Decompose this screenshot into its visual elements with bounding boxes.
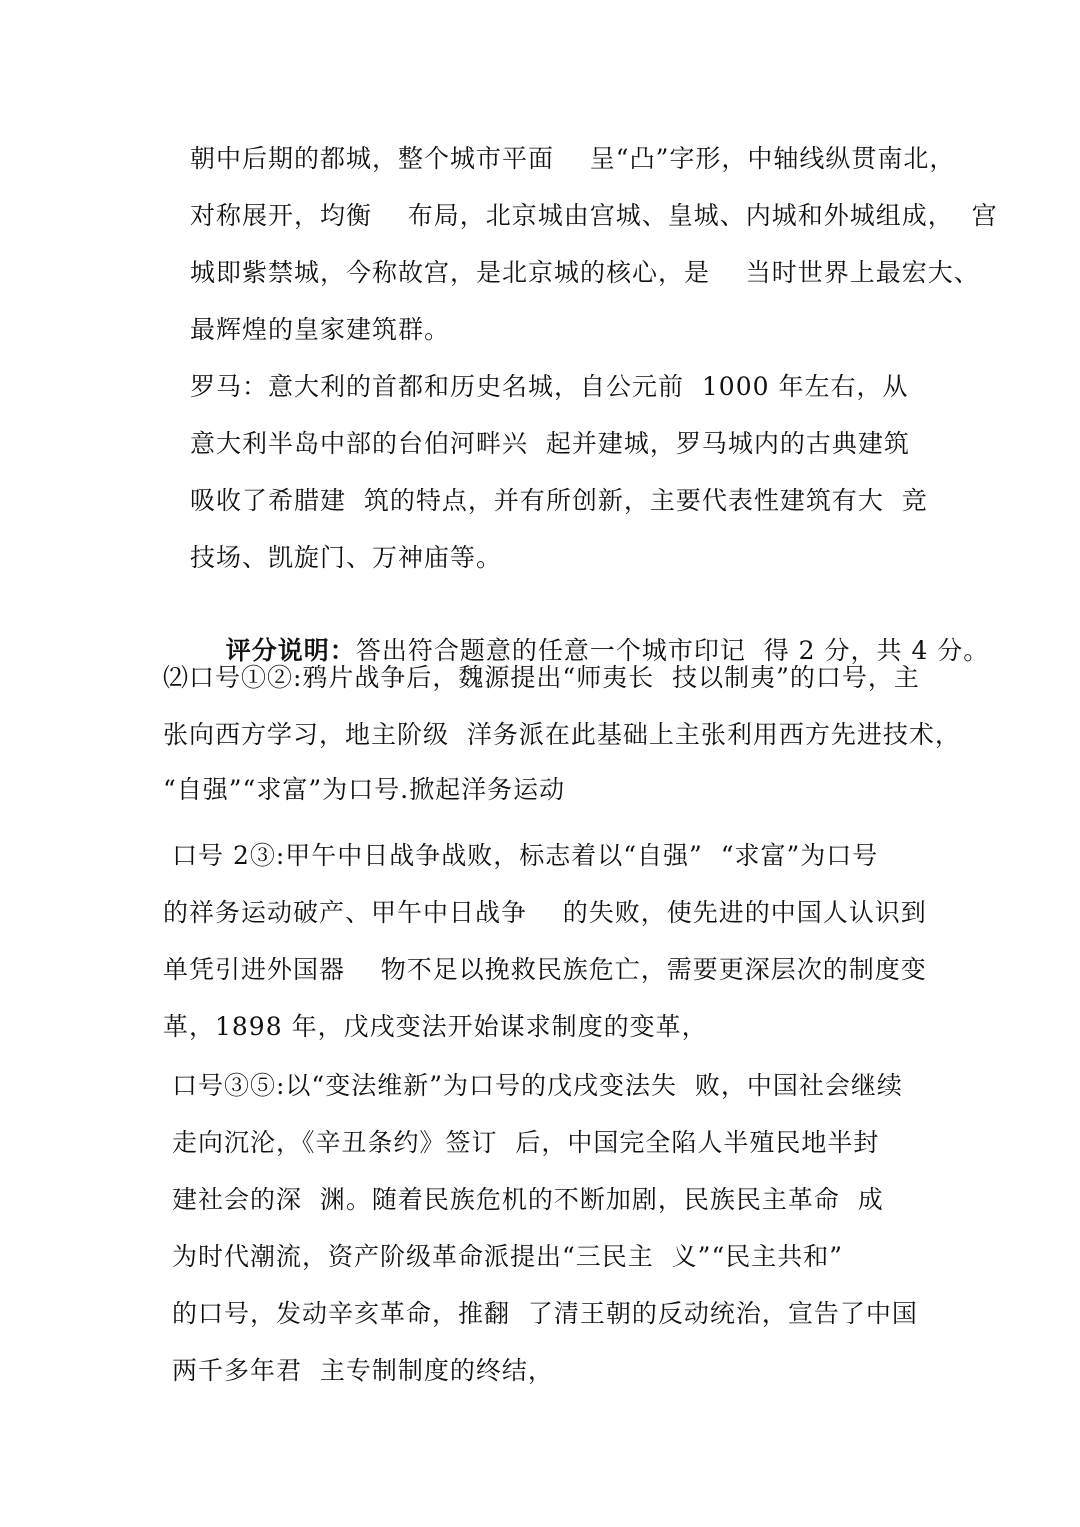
paragraph-line: 技场、凯旋门、万神庙等。 — [190, 543, 503, 572]
paragraph-line: ⑵口号①②:鸦片战争后，魏源提出“师夷长 技以制夷”的口号，主 — [163, 663, 920, 692]
paragraph-line: “自强”“求富”为口号.掀起洋务运动 — [163, 775, 566, 804]
paragraph-line: 罗马：意大利的首都和历史名城，自公元前 1000 年左右，从 — [190, 372, 909, 401]
paragraph-line: 对称展开，均衡 布局，北京城由宫城、皇城、内城和外城组成， 宫 — [190, 201, 998, 230]
paragraph-line: 的口号，发动辛亥革命，推翻 了清王朝的反动统治，宣告了中国 — [172, 1299, 918, 1328]
paragraph-line: 单凭引进外国器 物不足以挽救民族危亡，需要更深层次的制度变 — [163, 955, 927, 984]
scoring-text: 答出符合题意的任意一个城市印记 得 2 分，共 4 分。 — [355, 636, 990, 665]
scoring-label: 评分说明： — [225, 636, 356, 665]
paragraph-line: 口号③⑤:以“变法维新”为口号的戊戌变法失 败，中国社会继续 — [172, 1071, 903, 1100]
paragraph-line: 吸收了希腊建 筑的特点，并有所创新，主要代表性建筑有大 竞 — [190, 486, 928, 515]
paragraph-line: 走向沉沦，《辛丑条约》签订 后，中国完全陷人半殖民地半封 — [172, 1128, 880, 1157]
paragraph-line: 建社会的深 渊。随着民族危机的不断加剧，民族民主革命 成 — [172, 1185, 884, 1214]
paragraph-line: 意大利半岛中部的台伯河畔兴 起并建城，罗马城内的古典建筑 — [190, 429, 910, 458]
paragraph-line: 城即紫禁城，今称故宫，是北京城的核心，是 当时世界上最宏大、 — [190, 258, 980, 287]
paragraph-line: 为时代潮流，资产阶级革命派提出“三民主 义”“民主共和” — [172, 1242, 844, 1271]
paragraph-line: 两千多年君 主专制制度的终结， — [172, 1356, 554, 1385]
paragraph-line: 口号 2③:甲午中日战争战败，标志着以“自强” “求富”为口号 — [172, 841, 879, 870]
paragraph-line: 最辉煌的皇家建筑群。 — [190, 315, 451, 344]
paragraph-line: 张向西方学习，地主阶级 洋务派在此基础上主张利用西方先进技术， — [163, 720, 961, 749]
paragraph-line: 朝中后期的都城，整个城市平面 呈“凸”字形，中轴线纵贯南北， — [190, 144, 956, 173]
paragraph-line: 革，1898 年，戊戌变法开始谋求制度的变革， — [163, 1012, 708, 1041]
paragraph-line: 的祥务运动破产、甲午中日战争 的失败，使先进的中国人认识到 — [163, 898, 927, 927]
